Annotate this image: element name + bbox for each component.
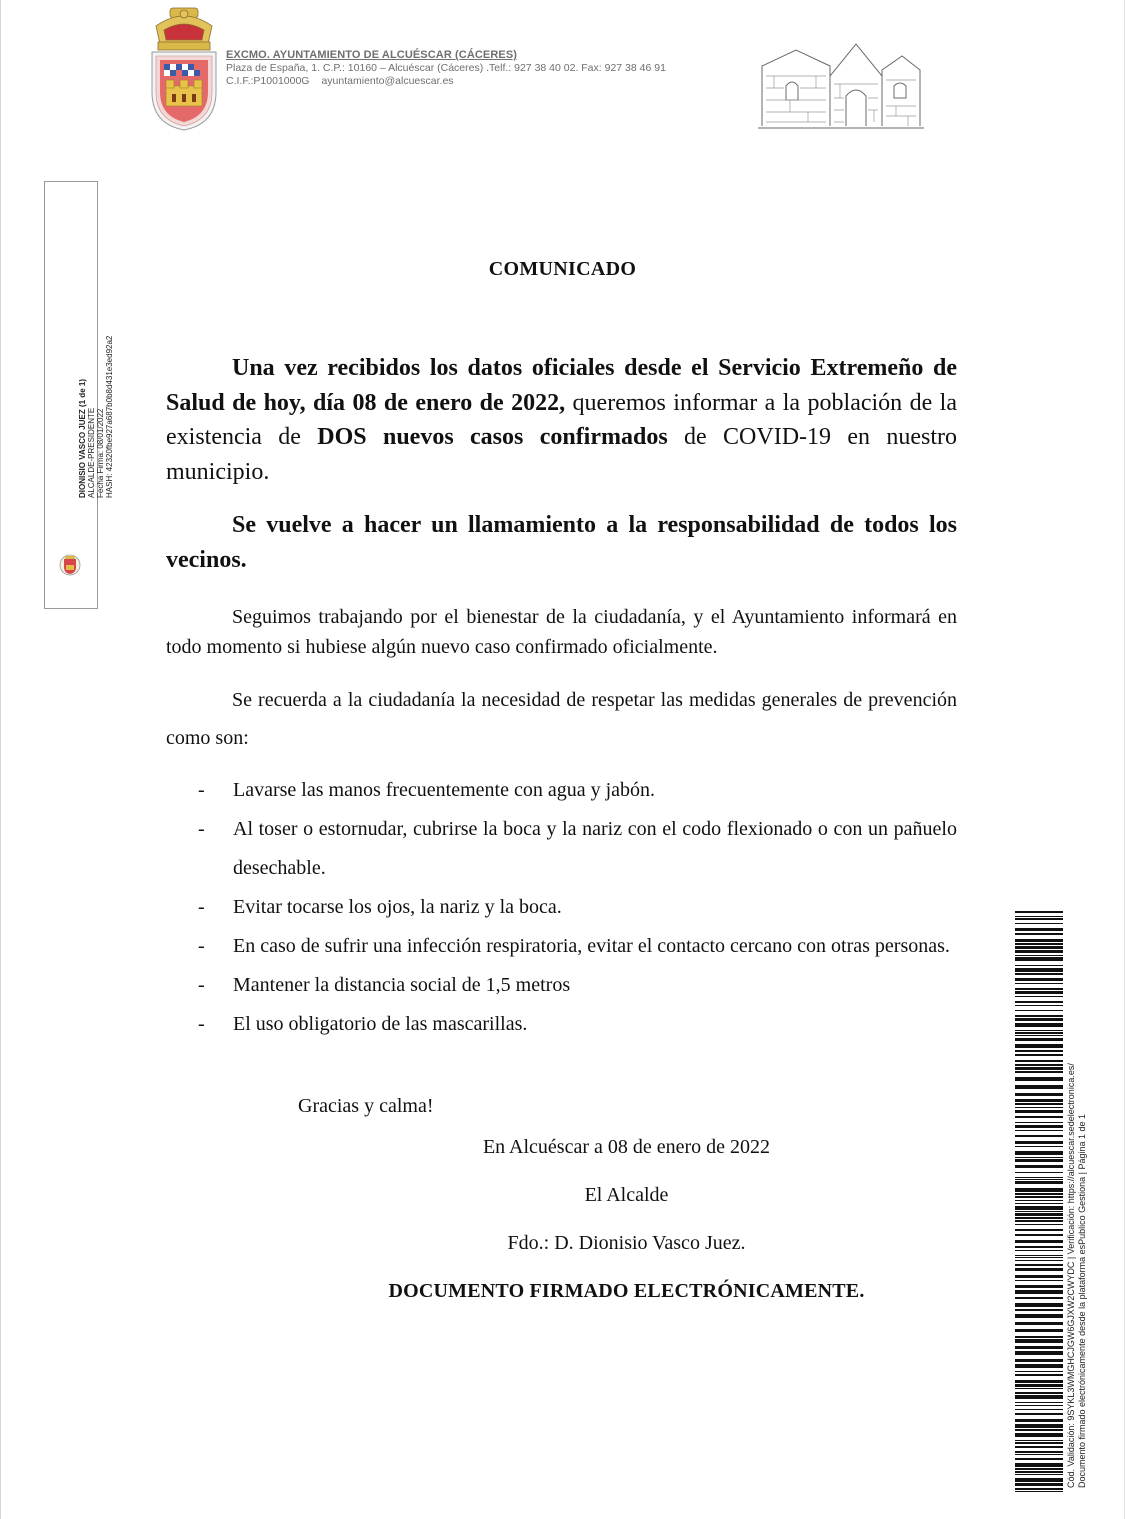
letterhead [226, 48, 766, 88]
announcement-lead: Una vez recibidos los datos oficiales desde el Servicio Extremeño de Salud de hoy, día 08 de enero de 2022, [166, 355, 957, 416]
stamp-date: Fecha Firma: 08/01/2022 [96, 408, 105, 498]
list-item-text: Al toser o estornudar, cubrirse la boca y la nariz con el codo flexionado o con un pañuelo desechable. [233, 818, 957, 879]
list-item [166, 927, 957, 966]
stamp-role: ALCALDE-PRESIDENTE [87, 407, 96, 498]
measures-intro-text: Se recuerda a la ciudadanía la necesidad de respetar las medidas generales de prevención como son: [166, 689, 957, 749]
coat-of-arms-logo [146, 6, 222, 132]
signature-stamp-text [78, 298, 114, 498]
list-item-text: Evitar tocarse los ojos, la nariz y la boca. [233, 896, 562, 918]
verification-code: Cód. Validación: 9SYKL3WMGHCJGW6GJXW2CWYDC | Verificación: https://alcuescar.sedelectronica.es/ [1066, 1063, 1076, 1488]
stamp-crest-icon [54, 553, 86, 577]
list-item [166, 810, 957, 888]
document-title: COMUNICADO [488, 258, 637, 280]
bullet-dash: - [198, 818, 205, 840]
paragraph-appeal [166, 508, 957, 577]
signer-title: El Alcalde [584, 1184, 669, 1206]
list-item [166, 1005, 957, 1044]
list-item-text: Lavarse las manos frecuentemente con agua y jabón. [233, 779, 656, 801]
paragraph-announcement [166, 351, 957, 489]
signature-line: Fdo.: D. Dionisio Vasco Juez. [507, 1232, 746, 1254]
bullet-dash: - [198, 779, 205, 801]
stamp-signer: DIONISIO VASCO JUEZ (1 de 1) [78, 379, 87, 498]
prevention-measures-list [166, 771, 957, 1044]
list-item-text: Mantener la distancia social de 1,5 metros [233, 974, 571, 996]
appeal-text: Se vuelve a hacer un llamamiento a la responsabilidad de todos los vecinos. [166, 512, 957, 573]
verification-footer [1066, 958, 1088, 1488]
list-item [166, 888, 957, 927]
bullet-dash: - [198, 1013, 205, 1035]
validation-barcode [1015, 911, 1063, 1492]
stamp-hash: HASH: 42320fbe927a687b0b8d431e3ed92a2 [105, 335, 114, 498]
list-item-text: El uso obligatorio de las mascarillas. [233, 1013, 528, 1035]
place-and-date: En Alcuéscar a 08 de enero de 2022 [482, 1136, 771, 1158]
church-sketch-image [756, 36, 926, 132]
bullet-dash: - [198, 896, 205, 918]
organization-address: Plaza de España, 1. C.P.: 10160 – Alcuéscar (Cáceres) .Telf.: 927 38 40 02. Fax: 927 38 46 91 [226, 62, 666, 74]
announcement-cases: DOS nuevos casos confirmados [317, 424, 668, 450]
list-item [166, 966, 957, 1005]
organization-cif: C.I.F.:P1001000G [226, 75, 310, 87]
verification-platform: Documento firmado electrónicamente desde la plataforma esPublico Gestiona | Página 1 de 1 [1077, 1113, 1087, 1488]
closing-thanks: Gracias y calma! [298, 1095, 434, 1117]
list-item-text: En caso de sufrir una infección respiratoria, evitar el contacto cercano con otras personas. [233, 935, 950, 957]
bullet-dash: - [198, 935, 205, 957]
work-text: Seguimos trabajando por el bienestar de la ciudadanía, y el Ayuntamiento informará en todo momento si hubiese algún nuevo caso confirmado oficialmente. [166, 606, 957, 658]
organization-name: EXCMO. AYUNTAMIENTO DE ALCUÉSCAR (CÁCERES) [226, 49, 518, 61]
organization-email: ayuntamiento@alcuescar.es [321, 75, 454, 87]
announcement-text-1: queremos informar a la población de la existencia de [166, 389, 958, 450]
organization-contact [226, 75, 766, 88]
list-item [166, 771, 957, 810]
bullet-dash: - [198, 974, 205, 996]
electronic-signature-note: DOCUMENTO FIRMADO ELECTRÓNICAMENTE. [388, 1280, 865, 1302]
paragraph-measures-intro [166, 681, 957, 757]
paragraph-work [166, 603, 957, 662]
announcement-text-2: de COVID-19 en nuestro municipio. [166, 424, 958, 485]
